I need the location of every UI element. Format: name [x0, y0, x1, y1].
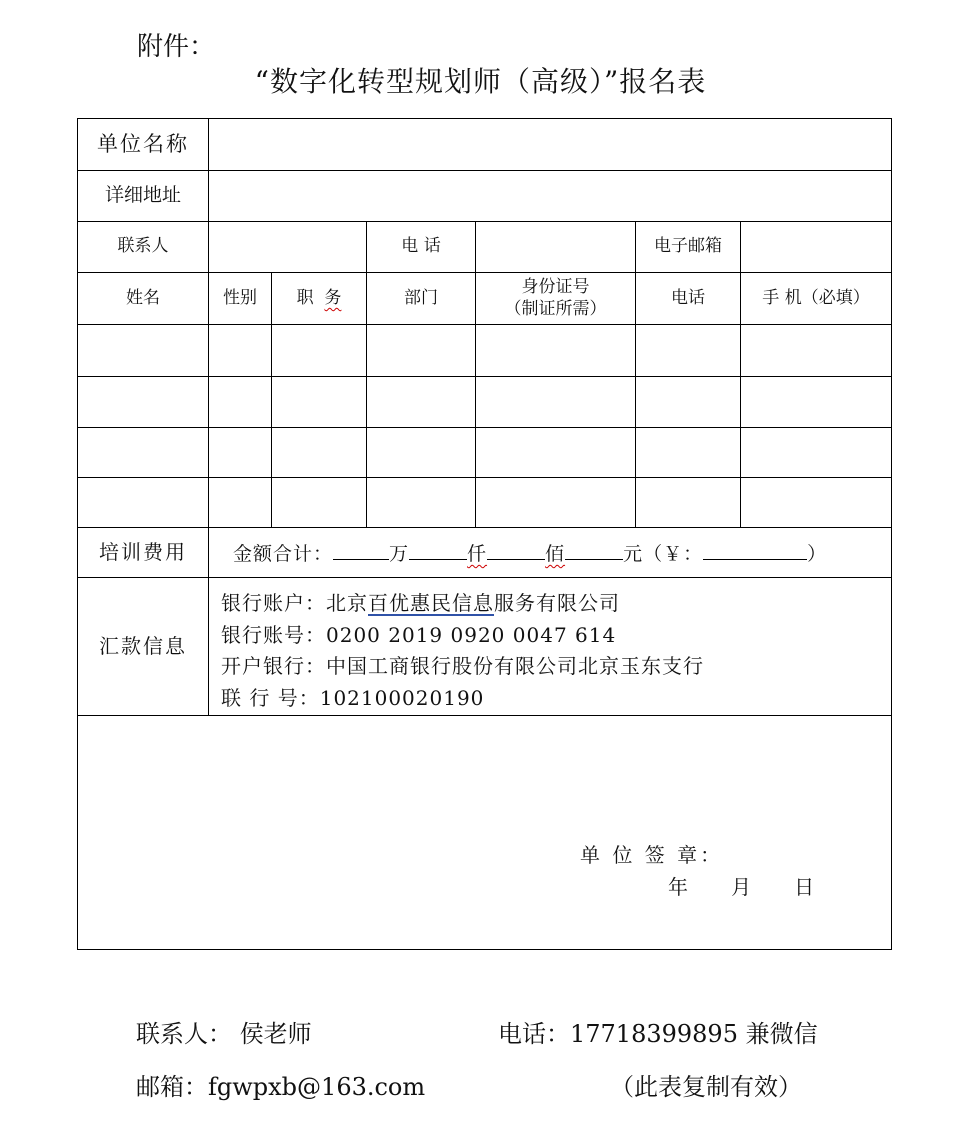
footer-email: 邮箱：fgwpxb@163.com: [136, 1073, 426, 1101]
bank-account-name-underlined: 百优惠民信息: [368, 591, 494, 615]
fee-label: 培训费用: [99, 540, 187, 564]
seal-label: 单 位 签 章：: [580, 843, 724, 867]
fee-wan-blank[interactable]: [333, 539, 389, 560]
phone-field[interactable]: [476, 222, 635, 272]
col-phone: 电话: [671, 287, 705, 308]
address-field[interactable]: [209, 171, 891, 221]
attachment-label: 附件：: [137, 32, 216, 62]
contact-field[interactable]: [209, 222, 366, 272]
remit-label: 汇款信息: [99, 634, 187, 658]
contact-label: 联系人: [117, 236, 169, 257]
fee-qian: 仟: [467, 543, 488, 565]
bank-account-name: [221, 587, 620, 616]
bank-name: 开户银行：中国工商银行股份有限公司北京玉东支行: [221, 654, 704, 678]
bank-account-name-suffix: 服务有限公司: [494, 591, 620, 615]
col-position-part1: 职: [296, 287, 314, 308]
fee-currency: ￥：: [663, 543, 704, 565]
form-title: “数字化转型规划师（高级）”报名表: [254, 65, 707, 98]
footer-contact: 联系人： 侯老师: [136, 1020, 312, 1048]
phone-label: 电 话: [401, 236, 441, 257]
registration-form: [77, 118, 892, 950]
bank-account-number: 银行账号：0200 2019 0920 0047 614: [221, 623, 617, 647]
col-id-line2: （制证所需）: [504, 298, 607, 319]
address-label: 详细地址: [104, 184, 181, 207]
col-department: 部门: [404, 287, 438, 308]
date-label: 年 月 日: [668, 875, 821, 899]
footer-phone: 电话：17718399895 兼微信: [498, 1020, 818, 1048]
footer-note: （此表复制有效）: [610, 1073, 802, 1101]
fee-bai: 佰: [545, 543, 566, 565]
unit-name-field[interactable]: [209, 119, 891, 170]
fee-qian-blank[interactable]: [409, 539, 467, 560]
fee-close: ）: [807, 543, 828, 565]
email-field[interactable]: [741, 222, 891, 272]
email-label: 电子邮箱: [654, 236, 722, 257]
col-position-part2: 务: [324, 287, 342, 308]
col-mobile: 手 机（必填）: [762, 287, 870, 308]
fee-yuan-blank[interactable]: [565, 539, 623, 560]
fee-wan: 万: [389, 543, 410, 565]
fee-prefix: 金额合计：: [233, 543, 334, 565]
col-position: [272, 273, 366, 324]
fee-amount-line: [233, 539, 827, 566]
col-name: 姓名: [126, 287, 160, 308]
unit-name-label: 单位名称: [97, 132, 189, 157]
col-id-number: [476, 273, 635, 324]
fee-yuan: 元（: [623, 543, 664, 565]
col-gender: 性别: [223, 287, 257, 308]
participant-rows[interactable]: [78, 325, 891, 527]
col-id-line1: 身份证号: [521, 277, 590, 298]
bank-account-name-prefix: 银行账户：北京: [221, 591, 368, 615]
fee-bai-blank[interactable]: [487, 539, 545, 560]
bank-routing-number: 联 行 号：102100020190: [221, 686, 485, 710]
fee-total-blank[interactable]: [703, 539, 807, 560]
